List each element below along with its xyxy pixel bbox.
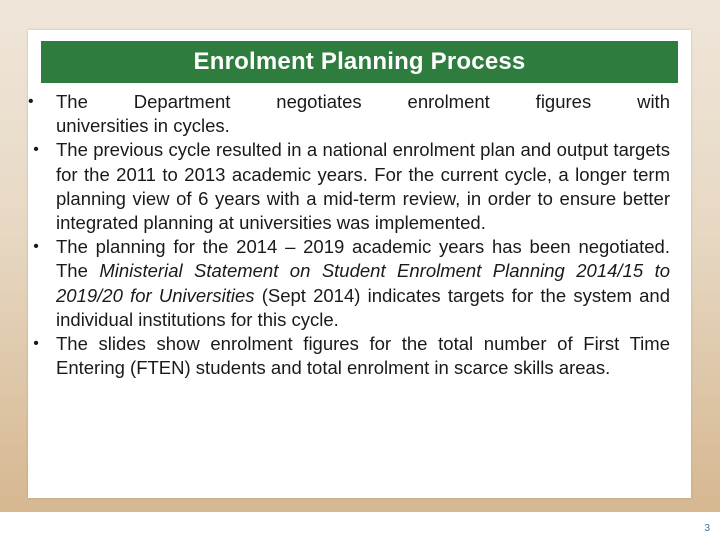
bullet-marker: • (28, 93, 34, 110)
bullet-1-line-1: The Department negotiates enrolment figures with (56, 91, 670, 112)
title-bar (41, 41, 678, 83)
bullet-list (28, 90, 670, 380)
bullet-item-4 (28, 332, 670, 380)
bullet-item-1 (28, 90, 670, 138)
page-number: 3 (704, 523, 710, 534)
bullet-4-text: The slides show enrolment figures for the total number of First Time Entering (FTEN) students and total enrolment in scarce skills areas. (56, 333, 670, 379)
bullet-item-3 (28, 235, 670, 332)
bullet-2-text: The previous cycle resulted in a national enrolment plan and output targets for the 2011 to 2013 academic years. For the current cycle, a longer term planning view of 6 years with a mid-term review, in order to ensure better integrated planning at universities was implemented. (56, 139, 670, 234)
slide-panel (28, 30, 691, 498)
bullet-marker: • (33, 335, 39, 353)
bullet-item-2 (28, 138, 670, 235)
bullet-3-text-after: (Sept 2014) indicates targets for the system and individual institutions for this cycle. (56, 284, 670, 330)
bullet-1-line-2: universities in cycles. (56, 115, 230, 137)
ministerial-statement-title: Ministerial Statement on Student Enrolment Planning 2014/15 to 2019/20 for Universities (56, 260, 670, 306)
slide-title: Enrolment Planning Process (193, 48, 526, 75)
bullet-marker: • (33, 238, 39, 256)
bullet-marker: • (33, 141, 39, 159)
bullet-3-text-before: The planning for the 2014 – 2019 academic years has been negotiated. The (56, 236, 670, 282)
